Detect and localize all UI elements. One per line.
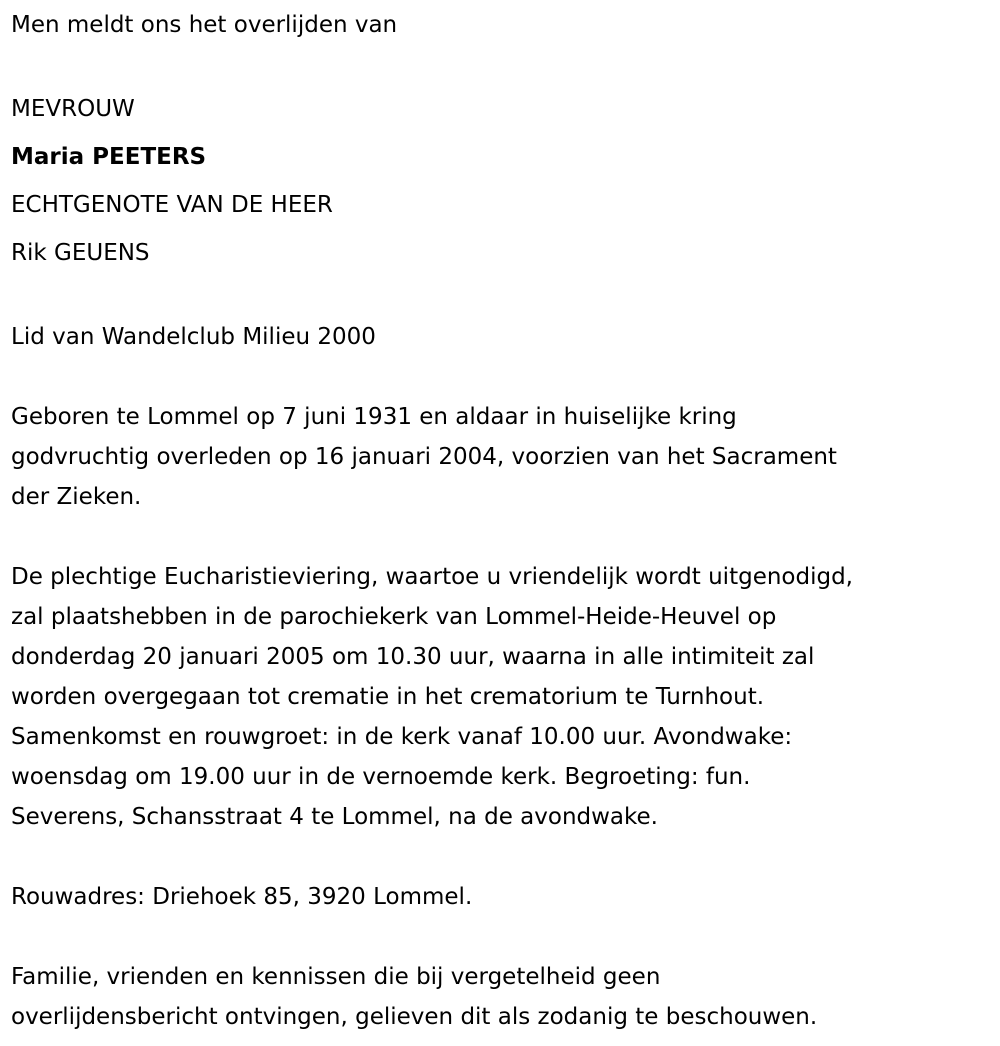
paragraph-line: woensdag om 19.00 uur in de vernoemde kerk. Begroeting: fun. [11, 764, 751, 790]
deceased-block [11, 85, 996, 277]
paragraph-line: Severens, Schansstraat 4 te Lommel, na de avondwake. [11, 804, 658, 830]
deceased-name: Maria PEETERS [11, 144, 207, 170]
spacer [11, 517, 996, 557]
paragraph-line: Geboren te Lommel op 7 juni 1931 en aldaar in huiselijke kring [11, 404, 737, 430]
spacer [11, 917, 996, 957]
spacer [11, 45, 996, 85]
paragraph-line: der Zieken. [11, 484, 142, 510]
closing-paragraph [11, 957, 996, 1037]
paragraph-line: overlijdensbericht ontvingen, gelieven dit als zodanig te beschouwen. [11, 1004, 818, 1030]
ceremony-paragraph [11, 557, 996, 837]
paragraph-line: De plechtige Eucharistieviering, waartoe u vriendelijk wordt uitgenodigd, [11, 564, 853, 590]
birth-death-paragraph [11, 397, 996, 517]
paragraph-line: donderdag 20 januari 2005 om 10.30 uur, waarna in alle intimiteit zal [11, 644, 815, 670]
spacer [11, 277, 996, 317]
deceased-relation: ECHTGENOTE VAN DE HEER [11, 192, 333, 218]
paragraph-line: godvruchtig overleden op 16 januari 2004, voorzien van het Sacrament [11, 444, 837, 470]
spacer [11, 357, 996, 397]
paragraph-line: worden overgegaan tot crematie in het crematorium te Turnhout. [11, 684, 765, 710]
membership-text: Lid van Wandelclub Milieu 2000 [11, 324, 376, 350]
mourning-address: Rouwadres: Driehoek 85, 3920 Lommel. [11, 884, 473, 910]
paragraph-line: zal plaatshebben in de parochiekerk van Lommel-Heide-Heuvel op [11, 604, 777, 630]
deceased-title: MEVROUW [11, 96, 135, 122]
intro-text: Men meldt ons het overlijden van [11, 12, 398, 38]
paragraph-line: Familie, vrienden en kennissen die bij vergetelheid geen [11, 964, 661, 990]
spouse-name: Rik GEUENS [11, 240, 150, 266]
obituary-notice [11, 5, 996, 1037]
paragraph-line: Samenkomst en rouwgroet: in de kerk vanaf 10.00 uur. Avondwake: [11, 724, 793, 750]
spacer [11, 837, 996, 877]
